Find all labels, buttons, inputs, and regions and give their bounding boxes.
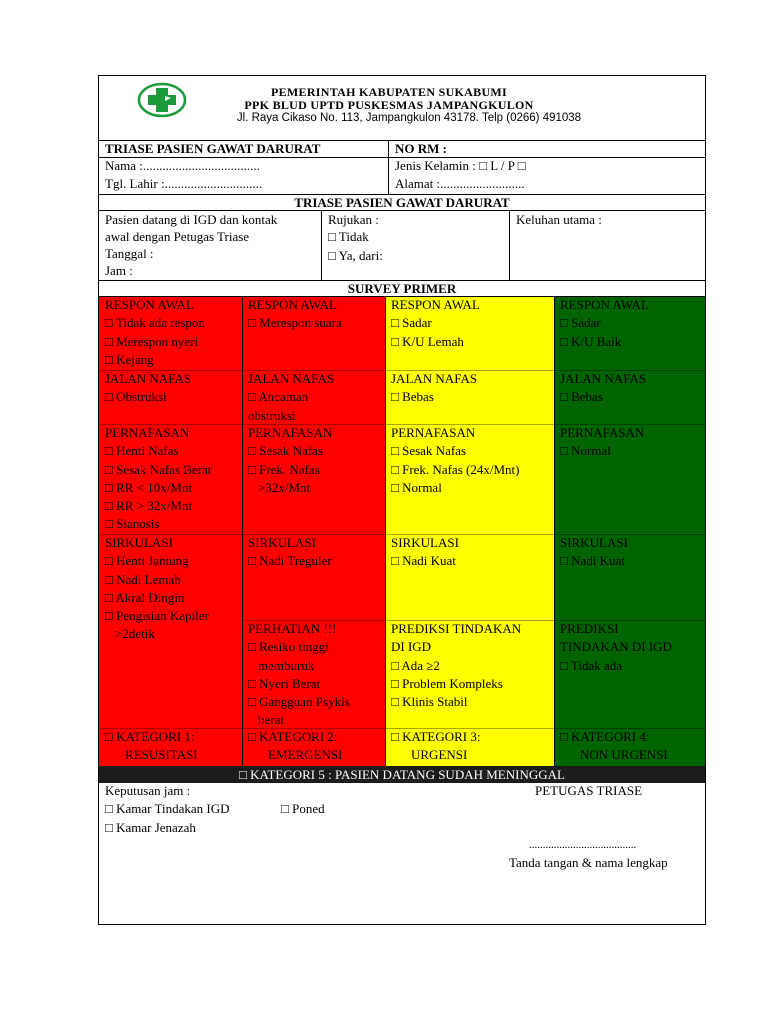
kategori5-bar[interactable]: [99, 766, 705, 783]
header-line1: PEMERINTAH KABUPATEN SUKABUMI: [270, 85, 508, 99]
triase-title: TRIASE PASIEN GAWAT DARURAT: [294, 195, 510, 210]
petugas-triase-label: PETUGAS TRIASE: [535, 783, 643, 798]
triage-form: [98, 75, 706, 925]
c4-kategori-name: NON URGENSI: [580, 747, 668, 763]
c3-pernafasan-item[interactable]: □ Frek. Nafas (24x/Mnt): [391, 461, 520, 477]
c1-nafas-heading: JALAN NAFAS: [105, 371, 192, 386]
divider: [99, 370, 705, 371]
c3-prediksi-item[interactable]: □ Problem Kompleks: [391, 675, 503, 691]
arrival-line2: awal dengan Petugas Triase: [105, 229, 250, 244]
c2-perhatian-heading: PERHATIAN !!!: [248, 621, 337, 636]
c1-respon-item[interactable]: □ Kejang: [105, 351, 154, 367]
divider: [388, 140, 389, 194]
c1-pernafasan-item[interactable]: □ Sianosis: [105, 516, 160, 532]
rujukan-tidak-checkbox[interactable]: □ Tidak: [328, 229, 369, 244]
c4-nafas-cell: [554, 370, 705, 424]
no-rm-label: NO RM :: [395, 141, 447, 156]
header-line2: PPK BLUD UPTD PUSKESMAS JAMPANGKULON: [244, 98, 534, 112]
c1-pernafasan-item[interactable]: □ Henti Nafas: [105, 443, 179, 459]
kamar-tindakan-checkbox[interactable]: □ Kamar Tindakan IGD: [105, 801, 230, 816]
c1-pernafasan-heading: PERNAFASAN: [105, 425, 190, 440]
c1-respon-item[interactable]: □ Tidak ada respon: [105, 315, 205, 331]
c1-sirkulasi-heading: SIRKULASI: [105, 535, 173, 550]
c2-pernafasan-heading: PERNAFASAN: [248, 425, 333, 440]
c4-sirkulasi-cell: [554, 534, 705, 620]
divider: [321, 210, 322, 280]
c3-kategori-name: URGENSI: [411, 747, 468, 763]
c2-sirkulasi-item[interactable]: □ Nadi Treguler: [248, 553, 332, 569]
divider: [242, 296, 243, 766]
c4-prediksi-cell: [554, 620, 705, 728]
c2-kategori-label: □ KATEGORI 2:: [248, 729, 338, 744]
tanda-tangan-label: Tanda tangan & nama lengkap: [509, 855, 668, 870]
c1-kategori-name: RESUSITASI: [125, 747, 198, 763]
c1-sirkulasi-item[interactable]: □ Nadi Lemah: [105, 571, 181, 587]
divider: [99, 534, 705, 535]
c3-pernafasan-cell: [385, 424, 554, 534]
c1-respon-heading: RESPON AWAL: [105, 297, 194, 312]
alamat-field[interactable]: Alamat :..........................: [395, 176, 525, 191]
divider: [99, 424, 705, 425]
c3-sirkulasi-item[interactable]: □ Nadi Kuat: [391, 553, 456, 569]
c1-sirkulasi-item[interactable]: □ Akral Dingin: [105, 589, 185, 605]
c3-respon-item[interactable]: □ Sadar: [391, 315, 432, 331]
keputusan-field[interactable]: Keputusan jam :: [105, 783, 191, 798]
c1-sirkulasi-item[interactable]: □ Pengisian Kapiler: [105, 608, 209, 624]
c2-sirkulasi-heading: SIRKULASI: [248, 535, 316, 550]
c1-sirkulasi-cell: [99, 534, 242, 728]
c2-kategori-cell[interactable]: [242, 728, 385, 766]
divider: [99, 296, 705, 297]
c3-prediksi-cell: [385, 620, 554, 728]
tgl-lahir-field[interactable]: Tgl. Lahir :..............................: [105, 176, 263, 191]
c4-nafas-heading: JALAN NAFAS: [560, 371, 647, 386]
c3-nafas-item[interactable]: □ Bebas: [391, 389, 434, 405]
arrival-line1: Pasien datang di IGD dan kontak: [105, 212, 278, 227]
c2-perhatian-item[interactable]: □ Resiko tinggi: [248, 639, 329, 655]
divider: [509, 210, 510, 280]
c2-perhatian-item[interactable]: □ Gangguan Psykis: [248, 694, 350, 710]
c3-pernafasan-item[interactable]: □ Normal: [391, 479, 442, 495]
signature-line[interactable]: .......................................: [529, 839, 637, 851]
c3-sirkulasi-heading: SIRKULASI: [391, 535, 459, 550]
puskesmas-logo-icon: [137, 82, 187, 118]
c4-prediksi-heading-cont: TINDAKAN DI IGD: [560, 639, 672, 655]
jam-field[interactable]: Jam :: [105, 263, 133, 278]
c1-sirkulasi-item-cont: >2detik: [115, 626, 155, 642]
rujukan-ya-checkbox[interactable]: □ Ya, dari:: [328, 248, 383, 263]
c2-perhatian-item[interactable]: □ Nyeri Berat: [248, 675, 321, 691]
c1-respon-cell: [99, 296, 242, 370]
c4-respon-heading: RESPON AWAL: [560, 297, 649, 312]
c4-pernafasan-heading: PERNAFASAN: [560, 425, 645, 440]
c2-perhatian-cell: [242, 620, 385, 728]
c2-pernafasan-item[interactable]: □ Sesak Nafas: [248, 443, 323, 459]
c4-kategori-label: □ KATEGORI 4:: [560, 729, 650, 744]
c2-pernafasan-item[interactable]: □ Frek. Nafas: [248, 461, 320, 477]
survey-title: SURVEY PRIMER: [347, 281, 457, 296]
c4-sirkulasi-item[interactable]: □ Nadi Kuat: [560, 553, 625, 569]
c1-pernafasan-item[interactable]: □ RR > 32x/Mnt: [105, 498, 193, 514]
c4-pernafasan-cell: [554, 424, 705, 534]
c3-kategori-label: □ KATEGORI 3:: [391, 729, 481, 744]
c2-pernafasan-cell: [242, 424, 385, 534]
puskesmas-logo: [137, 82, 187, 118]
keluhan-utama-field[interactable]: Keluhan utama :: [516, 212, 602, 227]
c3-pernafasan-item[interactable]: □ Sesak Nafas: [391, 443, 466, 459]
kategori5-label: □ KATEGORI 5 : PASIEN DATANG SUDAH MENINGGAL: [239, 767, 565, 782]
c1-kategori-label: □ KATEGORI 1:: [105, 729, 195, 744]
c3-prediksi-heading: PREDIKSI TINDAKAN: [391, 621, 522, 636]
c4-respon-cell: [554, 296, 705, 370]
c2-perhatian-item-cont: memburuk: [258, 657, 315, 673]
c2-nafas-heading: JALAN NAFAS: [248, 371, 335, 386]
c3-prediksi-heading-cont: DI IGD: [391, 639, 432, 655]
c2-respon-cell: [242, 296, 385, 370]
c2-nafas-item[interactable]: □ Ancaman: [248, 389, 309, 405]
c2-sirkulasi-cell: [242, 534, 385, 620]
c1-pernafasan-cell: [99, 424, 242, 534]
c3-nafas-cell: [385, 370, 554, 424]
c4-nafas-item[interactable]: □ Bebas: [560, 389, 603, 405]
c2-pernafasan-item-cont: >32x/Mnt: [258, 479, 311, 495]
kamar-jenazah-checkbox[interactable]: □ Kamar Jenazah: [105, 820, 196, 835]
c1-nafas-item[interactable]: □ Obstruksi: [105, 389, 167, 405]
c3-kategori-cell[interactable]: [385, 728, 554, 766]
c3-sirkulasi-cell: [385, 534, 554, 620]
c3-nafas-heading: JALAN NAFAS: [391, 371, 478, 386]
c3-respon-heading: RESPON AWAL: [391, 297, 480, 312]
c4-pernafasan-item[interactable]: □ Normal: [560, 443, 611, 459]
patient-title: TRIASE PASIEN GAWAT DARURAT: [105, 141, 321, 156]
divider: [554, 296, 555, 766]
divider: [385, 296, 386, 766]
c1-respon-item[interactable]: □ Merespon nyeri: [105, 333, 199, 349]
c2-nafas-cell: [242, 370, 385, 424]
tanggal-field[interactable]: Tanggal :: [105, 246, 154, 261]
c1-pernafasan-item[interactable]: □ Sesak Nafas Berat: [105, 461, 212, 477]
c2-nafas-item-cont: obstruksi: [248, 407, 296, 423]
c4-sirkulasi-heading: SIRKULASI: [560, 535, 628, 550]
c3-prediksi-item[interactable]: □ Klinis Stabil: [391, 694, 468, 710]
c4-prediksi-heading: PREDIKSI: [560, 621, 619, 636]
c2-perhatian-item-cont: berat: [258, 712, 284, 728]
poned-checkbox[interactable]: □ Poned: [281, 801, 325, 816]
c2-respon-heading: RESPON AWAL: [248, 297, 337, 312]
c1-kategori-cell[interactable]: [99, 728, 242, 766]
c4-respon-item[interactable]: □ K/U Baik: [560, 333, 622, 349]
c3-respon-cell: [385, 296, 554, 370]
c1-nafas-cell: [99, 370, 242, 424]
c3-respon-item[interactable]: □ K/U Lemah: [391, 333, 464, 349]
c3-prediksi-item[interactable]: □ Ada ≥2: [391, 657, 440, 673]
divider: [99, 728, 705, 729]
jenis-kelamin-field[interactable]: Jenis Kelamin : □ L / P □: [395, 158, 526, 173]
c4-kategori-cell[interactable]: [554, 728, 705, 766]
c4-prediksi-item[interactable]: □ Tidak ada: [560, 657, 623, 673]
c2-respon-item[interactable]: □ Merespon suara: [248, 315, 342, 331]
c3-pernafasan-heading: PERNAFASAN: [391, 425, 476, 440]
c2-kategori-name: EMERGENSI: [268, 747, 343, 763]
divider: [242, 620, 705, 621]
nama-field[interactable]: Nama :....................................: [105, 158, 260, 173]
c1-pernafasan-item[interactable]: □ RR < 10x/Mnt: [105, 479, 193, 495]
c4-respon-item[interactable]: □ Sadar: [560, 315, 601, 331]
header-address: Jl. Raya Cikaso No. 113, Jampangkulon 43178. Telp (0266) 491038: [236, 112, 582, 124]
c1-sirkulasi-item[interactable]: □ Henti Jantung: [105, 553, 189, 569]
rujukan-label: Rujukan :: [328, 212, 379, 227]
